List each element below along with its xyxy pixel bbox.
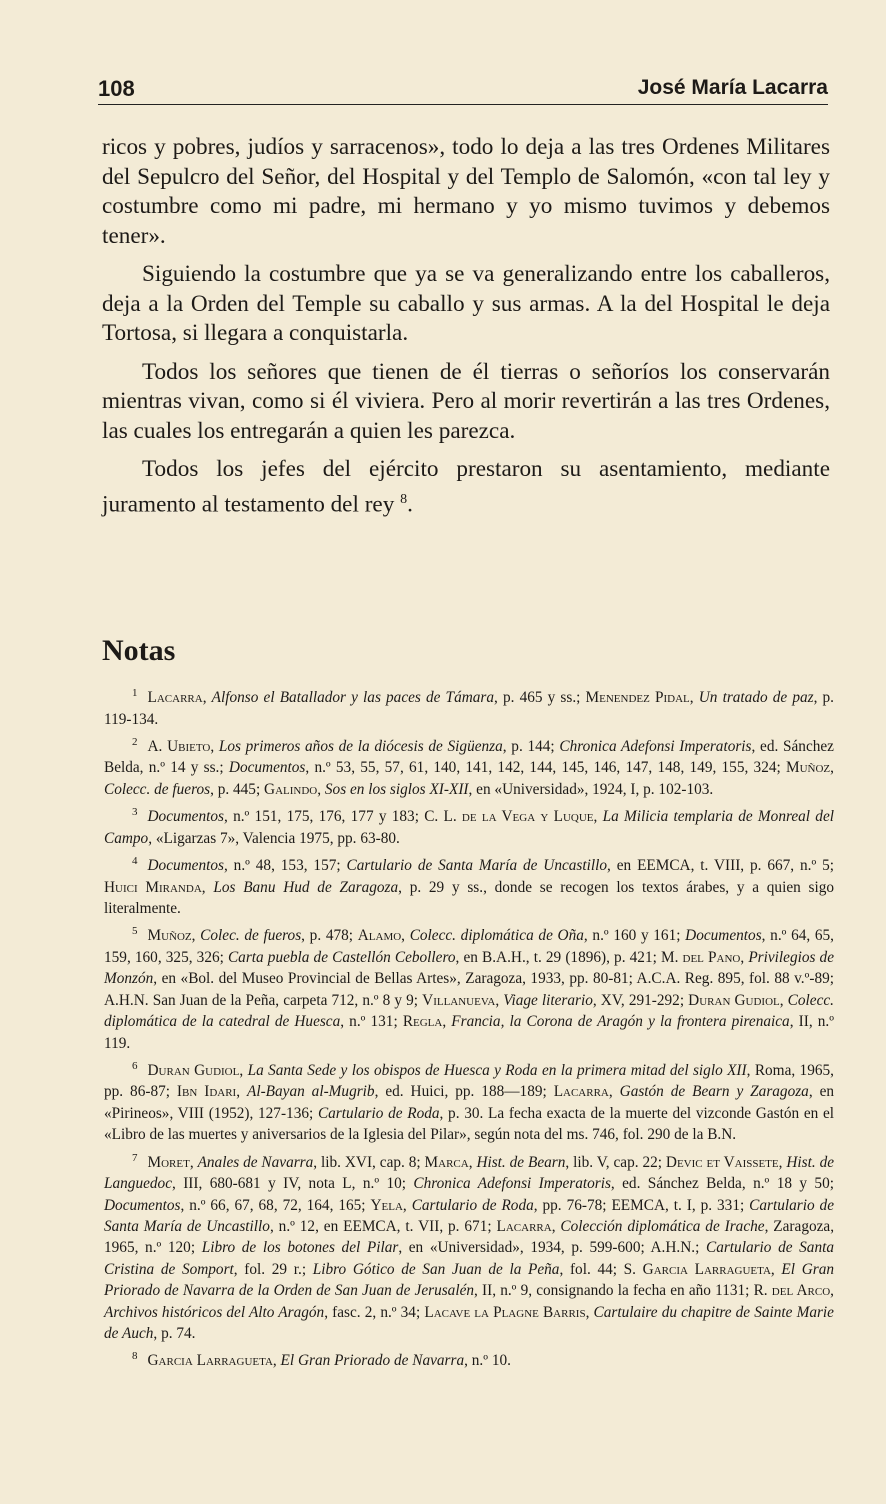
body-paragraph: ricos y pobres, judíos y sarracenos», todo lo deja a las tres Ordenes Militares del Sepulcro del Señor, del Hospital y del Templo de Salomón, «con tal ley y costumbre como mi padre, mi hermano y yo mismo tuvimos y debemos tener».	[102, 134, 830, 249]
footnote-text: Muñoz, Colec. de fueros, p. 478; Alamo, Colecc. diplomática de Oña, n.º 160 y 161; Documentos, n.º 64, 65, 159, 160, 325, 326; Carta puebla de Castellón Cebollero, en B.A.H., t. 29 (1896), p. 421; M. del Pano, Privilegios de Monzón, en «Bol. del Museo Provincial de Bellas Artes», Zaragoza, 1933, pp. 80-81; A.C.A. Reg. 895, fol. 88 v.º-89; A.H.N. San Juan de la Peña, carpeta 712, n.º 8 y 9; Villanueva, Viage literario, XV, 291-292; Duran Gudiol, Colecc. diplomática de la catedral de Huesca, n.º 131; Regla, Francia, la Corona de Aragón y la frontera pirenaica, II, n.º 119.	[104, 927, 834, 1052]
footnote-8	[104, 1346, 834, 1372]
footnote-5	[104, 921, 834, 1054]
footnote-number: 8	[132, 1350, 138, 1363]
page-header	[98, 74, 828, 105]
footnote-text: Documentos, n.º 151, 175, 176, 177 y 183; C. L. de la Vega y Luque, La Milicia templaria de Monreal del Campo, «Ligarzas 7», Valencia 1975, pp. 63-80.	[104, 808, 834, 847]
paragraph-text: Todos los jefes del ejército prestaron su asentamiento, mediante juramento al testamento del rey	[102, 456, 830, 518]
footnote-text: A. Ubieto, Los primeros años de la diócesis de Sigüenza, p. 144; Chronica Adefonsi Imperatoris, ed. Sánchez Belda, n.º 14 y ss.; Documentos, n.º 53, 55, 57, 61, 140, 141, 142, 144, 145, 146, 147, 148, 149, 155, 324; Muñoz, Colecc. de fueros, p. 445; Galindo, Sos en los siglos XI-XII, en «Universidad», 1924, I, p. 102-103.	[104, 738, 834, 798]
footnote-text: Documentos, n.º 48, 153, 157; Cartulario de Santa María de Uncastillo, en EEMCA, t. VIII, p. 667, n.º 5; Huici Miranda, Los Banu Hud de Zaragoza, p. 29 y ss., donde se recogen los textos árabes, y a quien sigo literalmente.	[104, 857, 834, 918]
footnote-text: Lacarra, Alfonso el Batallador y las paces de Támara, p. 465 y ss.; Menendez Pidal, Un tratado de paz, p. 119-134.	[104, 689, 835, 728]
paragraph-end: .	[407, 491, 413, 518]
footnote-number: 7	[132, 1151, 138, 1164]
notes-heading: Notas	[102, 634, 176, 667]
footnote-3	[104, 802, 834, 849]
footnote-1	[104, 683, 834, 730]
body-paragraph-last	[102, 455, 830, 520]
page-number: 108	[98, 76, 135, 101]
running-head: José María Lacarra	[637, 76, 828, 99]
notes-list	[104, 683, 834, 1374]
footnote-text: Garcia Larragueta, El Gran Priorado de Navarra, n.º 10.	[147, 1352, 511, 1370]
body-paragraph: Siguiendo la costumbre que ya se va generalizando entre los caballeros, deja a la Orden del Temple su caballo y sus armas. A la del Hospital le deja Tortosa, si llegara a conquistarla.	[102, 261, 830, 346]
body-text	[102, 133, 830, 529]
footnote-number: 3	[132, 806, 138, 819]
footnote-text: Moret, Anales de Navarra, lib. XVI, cap. 8; Marca, Hist. de Bearn, lib. V, cap. 22; Devic et Vaissete, Hist. de Languedoc, III, 680-681 y IV, nota L, n.º 10; Chronica Adefonsi Imperatoris, ed. Sánchez Belda, n.º 18 y 50; Documentos, n.º 66, 67, 68, 72, 164, 165; Yela, Cartulario de Roda, pp. 76-78; EEMCA, t. I, p. 331; Cartulario de Santa María de Uncastillo, n.º 12, en EEMCA, t. VII, p. 671; Lacarra, Colección diplomática de Irache, Zaragoza, 1965, n.º 120; Libro de los botones del Pilar, en «Universidad», 1934, p. 599-600; A.H.N.; Cartulario de Santa Cristina de Somport, fol. 29 r.; Libro Gótico de San Juan de la Peña, fol. 44; S. Garcia Larragueta, El Gran Priorado de Navarra de la Orden de San Juan de Jerusalén, II, n.º 9, consignando la fecha en año 1131; R. del Arco, Archivos históricos del Alto Aragón, fasc. 2, n.º 34; Lacave la Plagne Barris, Cartulaire du chapitre de Sainte Marie de Auch, p. 74.	[104, 1153, 835, 1343]
footnote-4	[104, 851, 834, 919]
footnote-number: 5	[132, 925, 138, 938]
footnote-2	[104, 732, 834, 800]
footnote-7	[104, 1148, 834, 1345]
footnote-6	[104, 1056, 834, 1146]
footnote-number: 2	[132, 735, 138, 748]
footnote-number: 6	[132, 1059, 138, 1072]
body-paragraph: Todos los señores que tienen de él tierras o señoríos los conservarán mientras vivan, como si él viviera. Pero al morir revertirán a las tres Ordenes, las cuales los entregarán a quien les parezca.	[102, 358, 830, 444]
footnote-reference: 8	[400, 491, 408, 507]
footnote-number: 1	[132, 687, 138, 699]
footnote-number: 4	[132, 855, 138, 868]
footnote-text: Duran Gudiol, La Santa Sede y los obispos de Huesca y Roda en la primera mitad del siglo XII, Roma, 1965, pp. 86-87; Ibn Idari, Al-Bayan al-Mugrib, ed. Huici, pp. 188—189; Lacarra, Gastón de Bearn y Zaragoza, en «Pirineos», VIII (1952), 127-136; Cartulario de Roda, p. 30. La fecha exacta de la muerte del vizconde Gastón en el «Libro de las muertes y aniversarios de la Iglesia del Pilar», según nota del ms. 746, fol. 290 de la B.N.	[104, 1062, 835, 1144]
